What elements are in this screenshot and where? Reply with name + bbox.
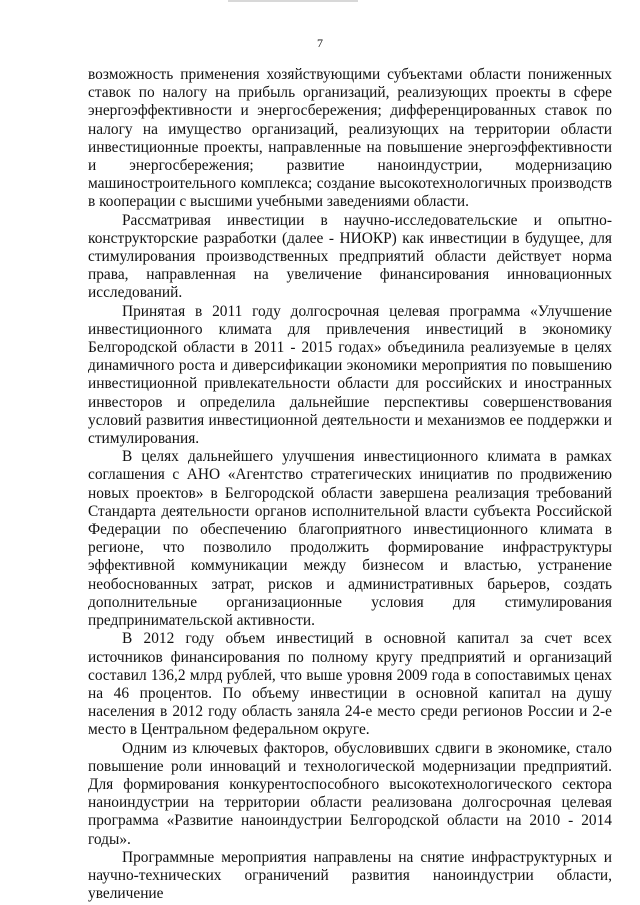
paragraph: Одним из ключевых факторов, обусловивших сдвиги в экономике, стало повышение роли инноваций и технологической модернизации предприятий. Для формирования конкурентоспособного высокотехнологического сектора наноиндустрии на территории области реализована долгосрочная целевая программа «Развитие наноиндустрии Белгородской области на 2010 - 2014 годы». [88, 739, 612, 848]
paragraph: Рассматривая инвестиции в научно-исследовательские и опытно-конструкторские разработки (далее - НИОКР) как инвестиции в будущее, для стимулирования производственных предприятий области действует норма права, направленная на увеличение финансирования инновационных исследований. [88, 211, 612, 302]
paragraph: В целях дальнейшего улучшения инвестиционного климата в рамках соглашения с АНО «Агентство стратегических инициатив по продвижению новых проектов» в Белгородской области завершена реализация требований Стандарта деятельности органов исполнительной власти субъекта Российской Федерации по обеспечению благоприятного инвестиционного климата в регионе, что позволило продолжить формирование инфраструктуры эффективной коммуникации между бизнесом и властью, устранение необоснованных затрат, рисков и административных барьеров, создать дополнительные организационные условия для стимулирования предпринимательской активности. [88, 448, 612, 630]
paragraph: В 2012 году объем инвестиций в основной капитал за счет всех источников финансирования по полному кругу предприятий и организаций составил 136,2 млрд рублей, что выше уровня 2009 года в сопоставимых ценах на 46 процентов. По объему инвестиции в основной капитал на душу населения в 2012 году область заняла 24-е место среди регионов России и 2-е место в Центральном федеральном округе. [88, 630, 612, 739]
paragraph: Программные мероприятия направлены на снятие инфраструктурных и научно-технических ограничений развития наноиндустрии области, увеличение [88, 848, 612, 903]
page-number: 7 [317, 36, 323, 50]
document-body [88, 66, 612, 903]
paragraph: возможность применения хозяйствующими субъектами области пониженных ставок по налогу на прибыль организаций, реализующих проекты в сфере энергоэффективности и энергосбережения; дифференцированных ставок по налогу на имущество организаций, реализующих на территории области инвестиционные проекты, направленные на повышение энергоэффективности и энергосбережения; развитие наноиндустрии, модернизацию машиностроительного комплекса; создание высокотехнологичных производств в кооперации с высшими учебными заведениями области. [88, 66, 612, 211]
paragraph: Принятая в 2011 году долгосрочная целевая программа «Улучшение инвестиционного климата для привлечения инвестиций в экономику Белгородской области в 2011 - 2015 годах» объединила реализуемые в целях динамичного роста и диверсификации экономики мероприятия по повышению инвестиционной привлекательности области для российских и иностранных инвесторов и определила дальнейшие перспективы совершенствования условий развития инвестиционной деятельности и механизмов ее поддержки и стимулирования. [88, 302, 612, 448]
scan-edge-mark [228, 0, 358, 2]
